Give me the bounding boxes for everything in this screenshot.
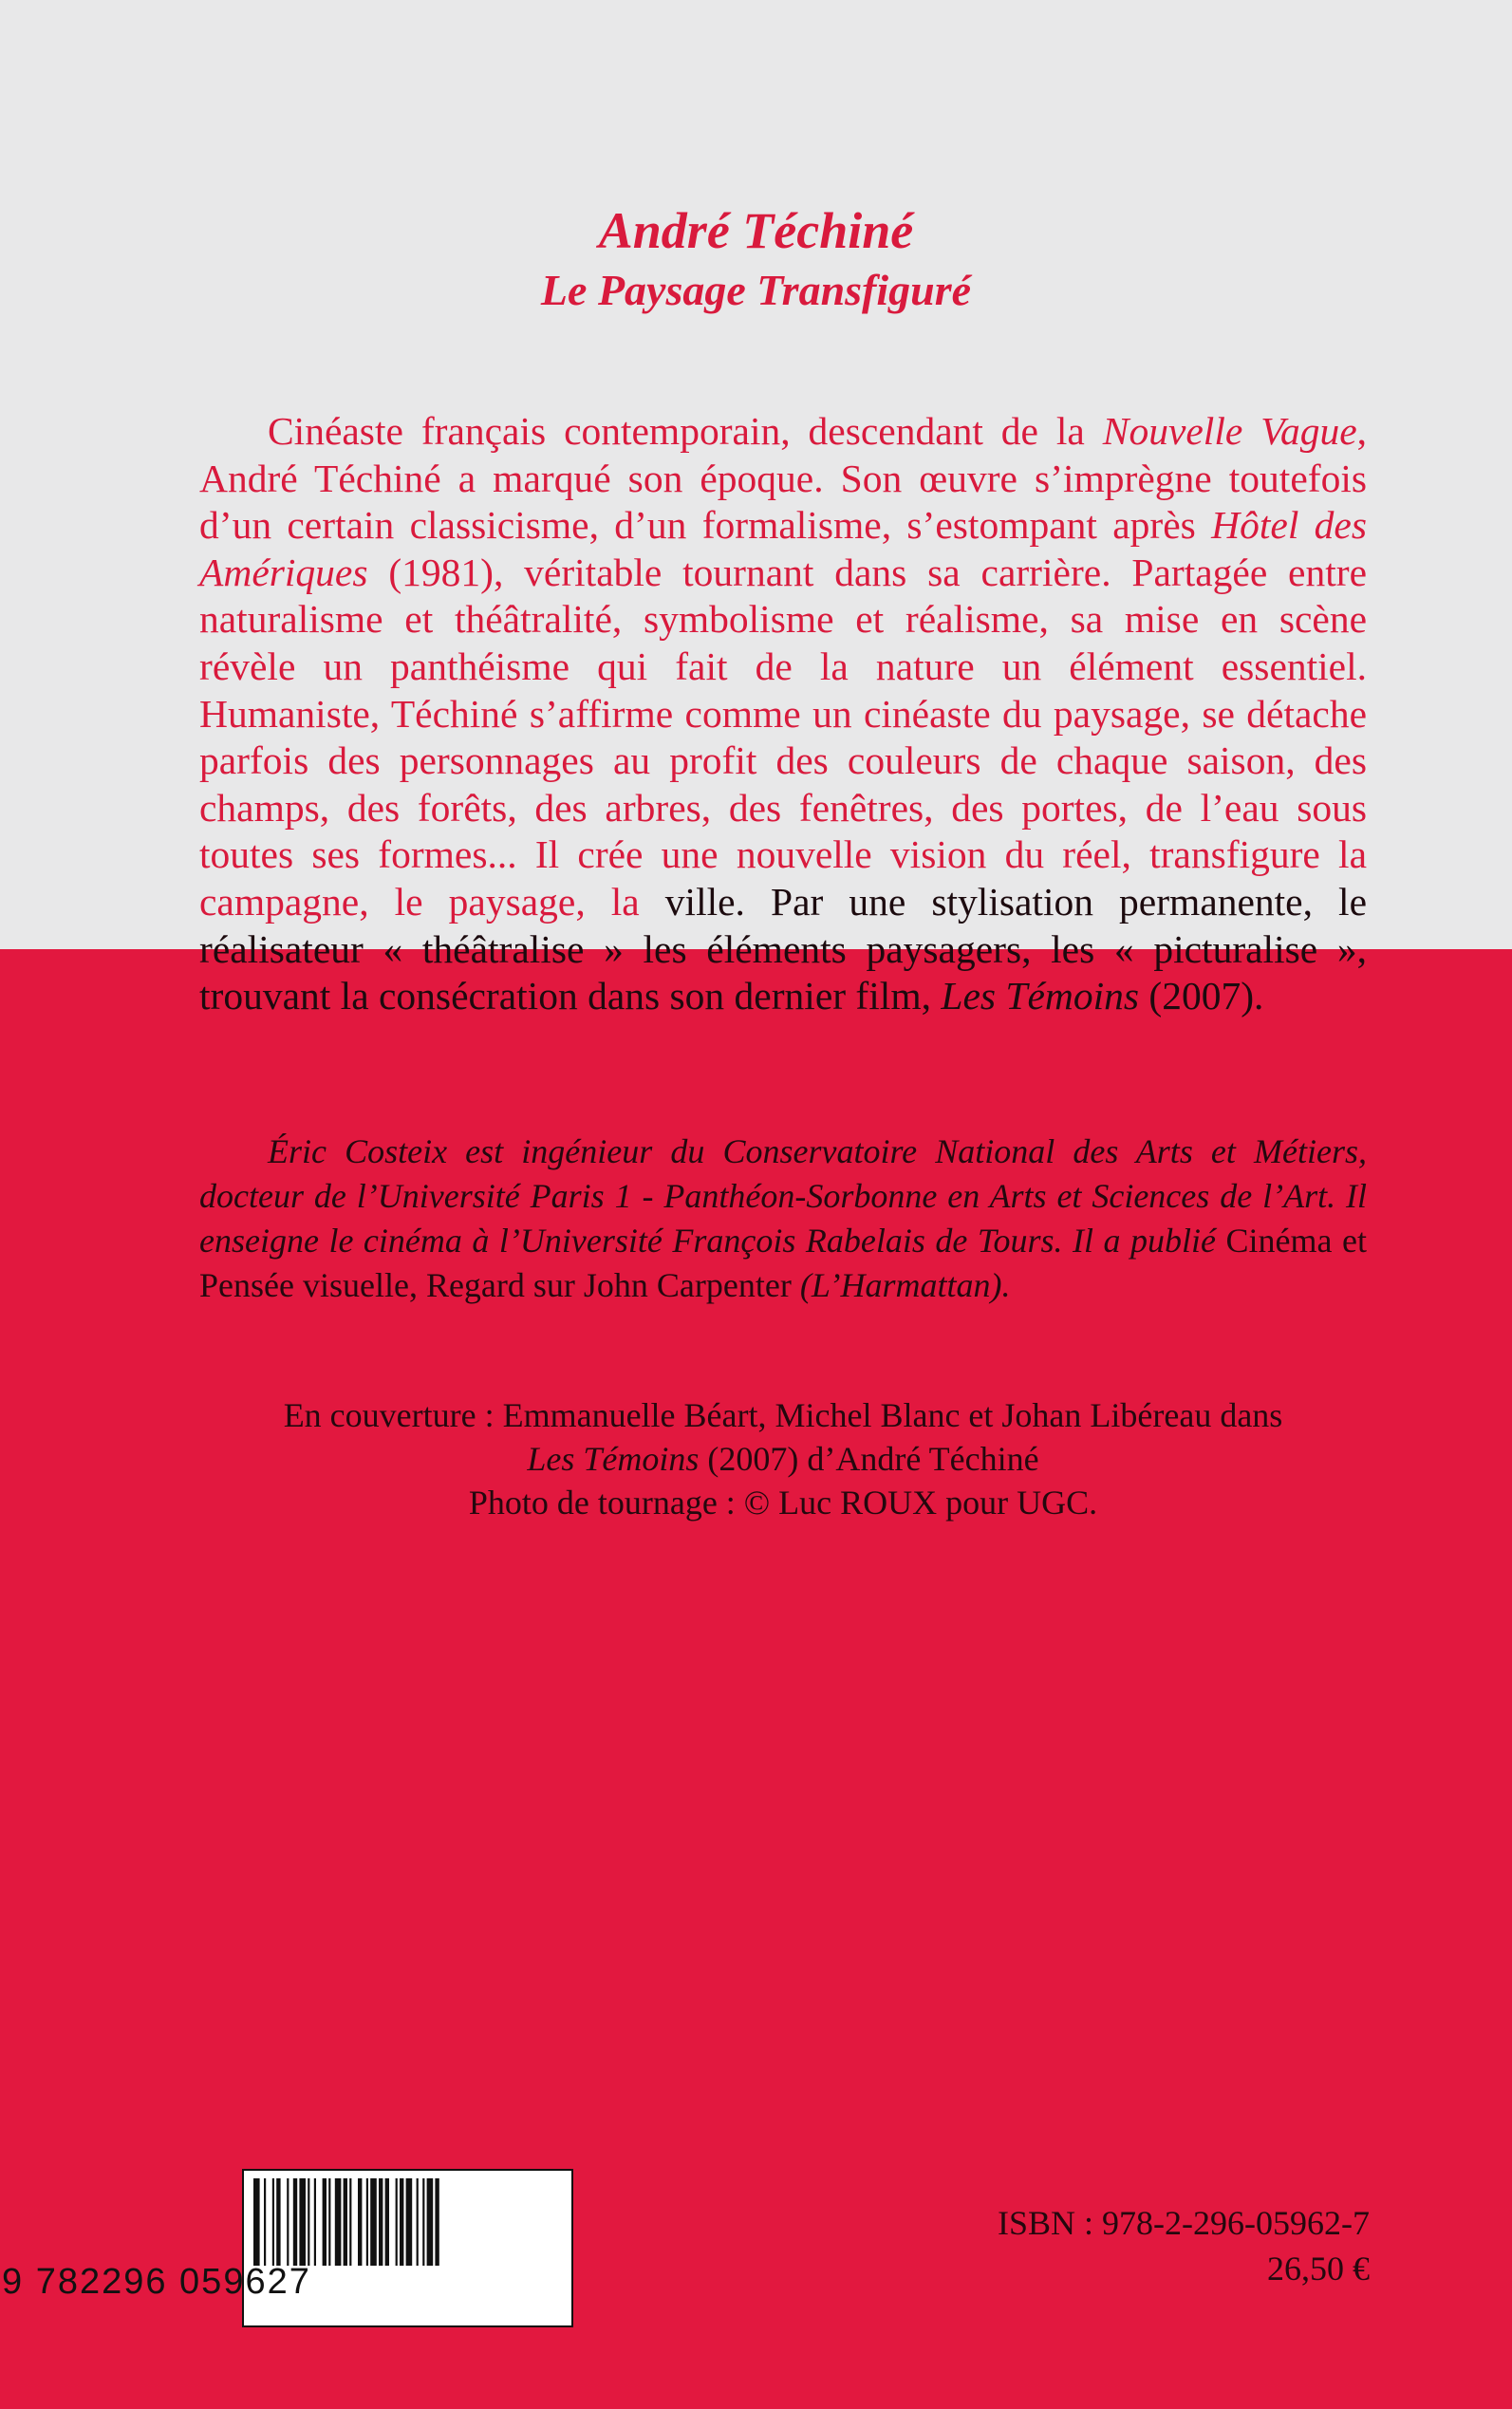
- isbn-number: ISBN : 978-2-296-05962-7: [998, 2204, 1370, 2242]
- cover-credit-film: Les Témoins: [527, 1440, 700, 1478]
- bio-part-2: (L’Harmattan).: [791, 1266, 1011, 1304]
- film-title-les-temoins: Les Témoins: [941, 974, 1140, 1018]
- bio-book-titles: Cinéma et Pensée visuelle, Regard sur John Carpenter: [199, 1222, 1368, 1304]
- summary-paragraph: [199, 408, 1367, 1020]
- barcode-digits: 9 782296 059627: [2, 2262, 311, 2302]
- cover-credit-line-1: En couverture : Emmanuelle Béart, Michel Blanc et Johan Libéreau dans: [283, 1396, 1283, 1434]
- summary-part-5: (2007).: [1139, 974, 1264, 1018]
- cover-credit-line-2: [199, 1437, 1367, 1481]
- summary-part-4: ville. Par une stylisation permanente, le réalisateur « théâtralise » les éléments paysagers, les « picturalise », trouvant la consécration dans son dernier film,: [199, 879, 1367, 1018]
- film-title-hotel-des-ameriques: Hôtel des Amériques: [199, 503, 1367, 594]
- book-subtitle: Le Paysage Transfiguré: [540, 266, 972, 314]
- cover-credit: [199, 1393, 1367, 1524]
- price: 26,50 €: [1267, 2250, 1370, 2288]
- summary-part-2: , André Téchiné a marqué son époque. Son œuvre s’imprègne toutefois d’un certain classicisme, d’un formalisme, s’estompant après: [199, 409, 1367, 548]
- author-bio: [199, 1130, 1367, 1308]
- cover-credit-line-2-rest: (2007) d’André Téchiné: [699, 1440, 1039, 1478]
- summary-part-1: Cinéaste français contemporain, descendant de la: [268, 409, 1103, 453]
- bio-part-1: Éric Costeix est ingénieur du Conservatoire National des Arts et Métiers, docteur de l’Université Paris 1 - Panthéon-Sorbonne en Arts et Sciences de l’Art. Il enseigne le cinéma à l’Université François Rabelais de Tours. Il a publié: [199, 1132, 1367, 1260]
- summary-part-3: (1981), véritable tournant dans sa carrière. Partagée entre naturalisme et théâtralité, symbolisme et réalisme, sa mise en scène révèle un panthéisme qui fait de la nature un élément essentiel. Humaniste, Téchiné s’affirme comme un cinéaste du paysage, se détache parfois des personnages au profit des couleurs de chaque saison, des champs, des forêts, des arbres, des fenêtres, des portes, de l’eau sous toutes ses formes... Il crée une nouvelle vision du réel, transfigure la campagne, le paysage, la: [199, 550, 1367, 924]
- barcode-bars: [253, 2178, 562, 2266]
- isbn-price-block: [998, 2200, 1370, 2291]
- film-title-nouvelle-vague: Nouvelle Vague: [1102, 409, 1357, 453]
- cover-credit-line-3: Photo de tournage : © Luc ROUX pour UGC.: [468, 1484, 1098, 1522]
- barcode: [242, 2169, 573, 2327]
- title-block: [0, 199, 1512, 319]
- author-name: André Téchiné: [598, 202, 914, 259]
